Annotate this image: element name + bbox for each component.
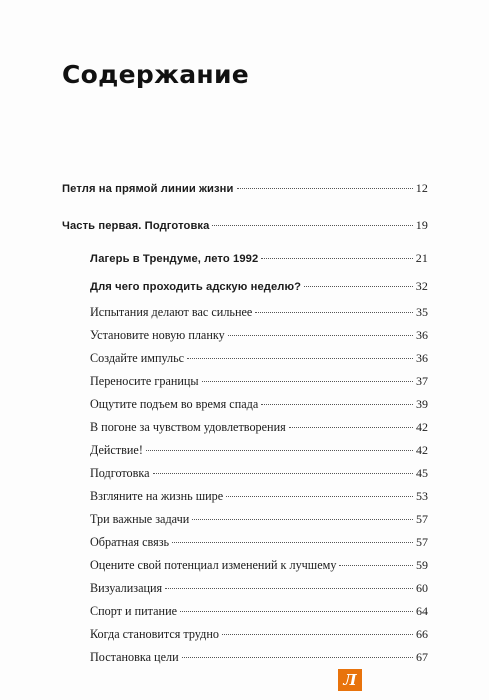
toc-entry-page: 57 — [416, 512, 428, 526]
toc-entry[interactable] — [90, 604, 428, 618]
toc-entry-label: Обратная связь — [90, 535, 170, 549]
toc-entry-label: Три важные задачи — [90, 512, 190, 526]
toc-entry[interactable] — [90, 443, 428, 457]
toc-entry-label: Подготовка — [90, 466, 150, 480]
toc-entry-label: Действие! — [90, 443, 143, 457]
dot-leader — [261, 404, 413, 405]
toc-entry-label: Спорт и питание — [90, 604, 178, 618]
toc-entry-label: В погоне за чувством удовлетворения — [90, 420, 286, 434]
dot-leader — [237, 188, 413, 189]
toc-entry-page: 36 — [416, 328, 428, 342]
toc-entry-label: Создайте импульс — [90, 351, 185, 365]
dot-leader — [187, 358, 413, 359]
toc-entry[interactable] — [90, 374, 428, 388]
toc-entry-page: 45 — [416, 466, 428, 480]
dot-leader — [304, 286, 413, 287]
toc-entry[interactable] — [90, 627, 428, 641]
toc-entry-page: 42 — [416, 420, 428, 434]
toc-entry[interactable] — [62, 218, 428, 233]
toc-entry-label: Лагерь в Трендуме, лето 1992 — [90, 253, 259, 265]
toc-entry-label: Установите новую планку — [90, 328, 225, 342]
toc-entry[interactable] — [90, 581, 428, 595]
publisher-logo-letter: Л — [343, 670, 357, 689]
toc-entry-page: 39 — [416, 397, 428, 411]
dot-leader — [261, 258, 413, 259]
dot-leader — [153, 473, 413, 474]
toc-entry-page: 36 — [416, 351, 428, 365]
dot-leader — [202, 381, 413, 382]
dot-leader — [146, 450, 413, 451]
toc-entry-page: 64 — [416, 604, 428, 618]
toc-entry-page: 37 — [416, 374, 428, 388]
toc-entry-label: Ощутите подъем во время спада — [90, 397, 259, 411]
toc-entry-label: Испытания делают вас сильнее — [90, 305, 253, 319]
toc-entry[interactable] — [90, 420, 428, 434]
dot-leader — [255, 312, 413, 313]
toc-entry-page: 32 — [415, 279, 428, 293]
dot-leader — [182, 657, 413, 658]
dot-leader — [228, 335, 413, 336]
toc-entry-label: Когда становится трудно — [90, 627, 219, 641]
toc-entry-label: Визуализация — [90, 581, 163, 595]
toc-entry[interactable] — [90, 328, 428, 342]
toc-entry[interactable] — [90, 305, 428, 319]
toc-entry-page: 21 — [415, 251, 428, 265]
toc-entry-label: Взгляните на жизнь шире — [90, 489, 224, 503]
toc-entry-label: Петля на прямой линии жизни — [62, 183, 234, 195]
toc-entry[interactable] — [90, 535, 428, 549]
dot-leader — [212, 225, 412, 226]
dot-leader — [165, 588, 413, 589]
dot-leader — [172, 542, 413, 543]
publisher-logo-icon — [338, 669, 362, 691]
dot-leader — [192, 519, 413, 520]
toc-entry[interactable] — [90, 512, 428, 526]
toc-entry[interactable] — [90, 351, 428, 365]
toc-entry-page: 53 — [416, 489, 428, 503]
dot-leader — [226, 496, 413, 497]
toc-entry-label: Оцените свой потенциал изменений к лучшему — [90, 558, 337, 572]
dot-leader — [289, 427, 413, 428]
toc-entry[interactable] — [90, 650, 428, 664]
toc-entry[interactable] — [90, 251, 428, 266]
toc-entry-page: 35 — [416, 305, 428, 319]
page-title: Содержание — [62, 60, 250, 89]
dot-leader — [339, 565, 413, 566]
toc-entry-label: Для чего проходить адскую неделю? — [90, 281, 302, 293]
toc-entry-page: 66 — [416, 627, 428, 641]
toc-entry-page: 19 — [415, 218, 428, 232]
dot-leader — [222, 634, 413, 635]
toc-entry-label: Постановка цели — [90, 650, 179, 664]
toc-entry[interactable] — [90, 466, 428, 480]
toc-entry-page: 42 — [416, 443, 428, 457]
toc-entry-label: Переносите границы — [90, 374, 199, 388]
toc-entry[interactable] — [62, 181, 428, 196]
toc-entry-page: 59 — [416, 558, 428, 572]
toc-entry[interactable] — [90, 397, 428, 411]
toc-entry[interactable] — [90, 558, 428, 572]
toc-entry-page: 12 — [415, 181, 428, 195]
toc-entry[interactable] — [90, 279, 428, 294]
dot-leader — [180, 611, 413, 612]
toc-entry[interactable] — [90, 489, 428, 503]
toc-entry-page: 60 — [416, 581, 428, 595]
toc-entry-page: 57 — [416, 535, 428, 549]
toc-entry-label: Часть первая. Подготовка — [62, 220, 210, 232]
toc-entry-page: 67 — [416, 650, 428, 664]
